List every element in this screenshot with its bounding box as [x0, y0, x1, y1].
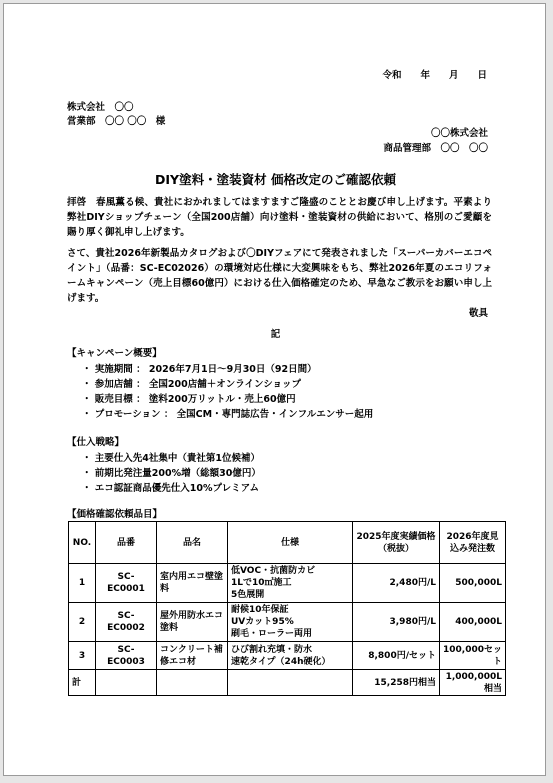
strategy-item: ・ 主要仕入先4社集中（貴社第1位候補）: [82, 453, 261, 464]
table-row: [69, 603, 506, 642]
cell-name: コンクリート補修エコ材: [157, 642, 228, 670]
strategy-item: ・ 前期比発注量200%増（総額30億円）: [82, 468, 261, 479]
campaign-item: ・ プロモーション ： 全国CM・専門誌広告・インフルエンサー起用: [82, 409, 374, 420]
empty-cell: [228, 670, 353, 696]
cell-code: SC-EC0001: [96, 564, 157, 603]
cell-no: 2: [69, 603, 96, 642]
request-paragraph: さて、貴社2026年新製品カタログおよび〇DIYフェアにて発表されました「スーパーカバーエコペイント」（品番：SC-EC02026）の環境対応仕様に大変興味をもち、弊社2026年夏のエコリフォームキャンペーン（売上目標60億円）における仕入価格確定のため、早急なご教示をお願い申し上げます。: [67, 248, 492, 304]
ki-label: 記: [270, 329, 281, 340]
sender-person: 商品管理部 〇〇 〇〇: [383, 143, 488, 154]
header-no: NO.: [69, 522, 96, 564]
campaign-item: ・ 参加店舗 ： 全国200店舗＋オンラインショップ: [82, 379, 302, 390]
table-heading: 【価格確認依頼品目】: [67, 509, 163, 520]
spec-line: 1Lで10㎡施工: [231, 578, 292, 588]
total-label: 計: [69, 670, 96, 696]
header-spec: 仕様: [228, 522, 353, 564]
empty-cell: [157, 670, 228, 696]
recipient-person: 営業部 〇〇 〇〇 様: [67, 116, 166, 127]
table-row: [69, 564, 506, 603]
cell-no: 1: [69, 564, 96, 603]
cell-spec: [228, 564, 353, 603]
spec-line: 低VOC・抗菌防カビ: [231, 566, 316, 576]
date-line: 令和 年 月 日: [382, 70, 487, 81]
total-qty: 1,000,000L相当: [440, 670, 506, 696]
cell-no: 3: [69, 642, 96, 670]
document-page: [3, 3, 546, 776]
spec-line: 耐候10年保証: [231, 605, 289, 615]
cell-name: 室内用エコ壁塗料: [157, 564, 228, 603]
spec-line: 刷毛・ローラー両用: [231, 629, 313, 639]
closing-text: 敬具: [468, 308, 488, 319]
header-price: 2025年度実績価格（税抜）: [353, 522, 440, 564]
cell-price: 2,480円/L: [353, 564, 440, 603]
price-table: [68, 521, 506, 696]
cell-code: SC-EC0002: [96, 603, 157, 642]
document-title: DIY塗料・塗装資材 価格改定のご確認依頼: [155, 172, 396, 187]
header-qty: 2026年度見込み発注数: [440, 522, 506, 564]
sender-company: 〇〇株式会社: [430, 128, 488, 139]
cell-price: 3,980円/L: [353, 603, 440, 642]
total-price: 15,258円相当: [353, 670, 440, 696]
greeting-paragraph: 拝啓 春風薫る候、貴社におかれましてはますますご隆盛のこととお慶び申し上げます。平素より弊社DIYショップチェーン（全国200店舗）向け塗料・塗装資材の供給において、格別のご愛顧を賜り厚く御礼申し上げます。: [67, 197, 492, 238]
spec-line: 5色展開: [231, 590, 265, 600]
cell-qty: 500,000L: [440, 564, 506, 603]
total-row: [69, 670, 506, 696]
strategy-item: ・ エコ認証商品優先仕入10%プレミアム: [82, 483, 260, 494]
spec-line: ひび割れ充填・防水: [231, 644, 313, 655]
recipient-company: 株式会社 〇〇: [67, 102, 134, 113]
campaign-item: ・ 販売目標 ： 塗料200万リットル・売上60億円: [82, 394, 296, 405]
strategy-heading: 【仕入戦略】: [67, 437, 125, 448]
cell-spec: [228, 642, 353, 670]
cell-qty: 100,000セット: [440, 642, 506, 670]
campaign-item: ・ 実施期間 ： 2026年7月1日〜9月30日（92日間）: [82, 364, 317, 375]
spec-line: UVカット95%: [231, 617, 294, 627]
header-name: 品名: [157, 522, 228, 564]
cell-qty: 400,000L: [440, 603, 506, 642]
cell-price: 8,800円/セット: [353, 642, 440, 670]
campaign-heading: 【キャンペーン概要】: [67, 348, 162, 359]
cell-code: SC-EC0003: [96, 642, 157, 670]
cell-name: 屋外用防水エコ塗料: [157, 603, 228, 642]
header-code: 品番: [96, 522, 157, 564]
table-row: [69, 642, 506, 670]
cell-spec: [228, 603, 353, 642]
spec-line: 速乾タイプ（24h硬化）: [231, 656, 331, 667]
empty-cell: [96, 670, 157, 696]
